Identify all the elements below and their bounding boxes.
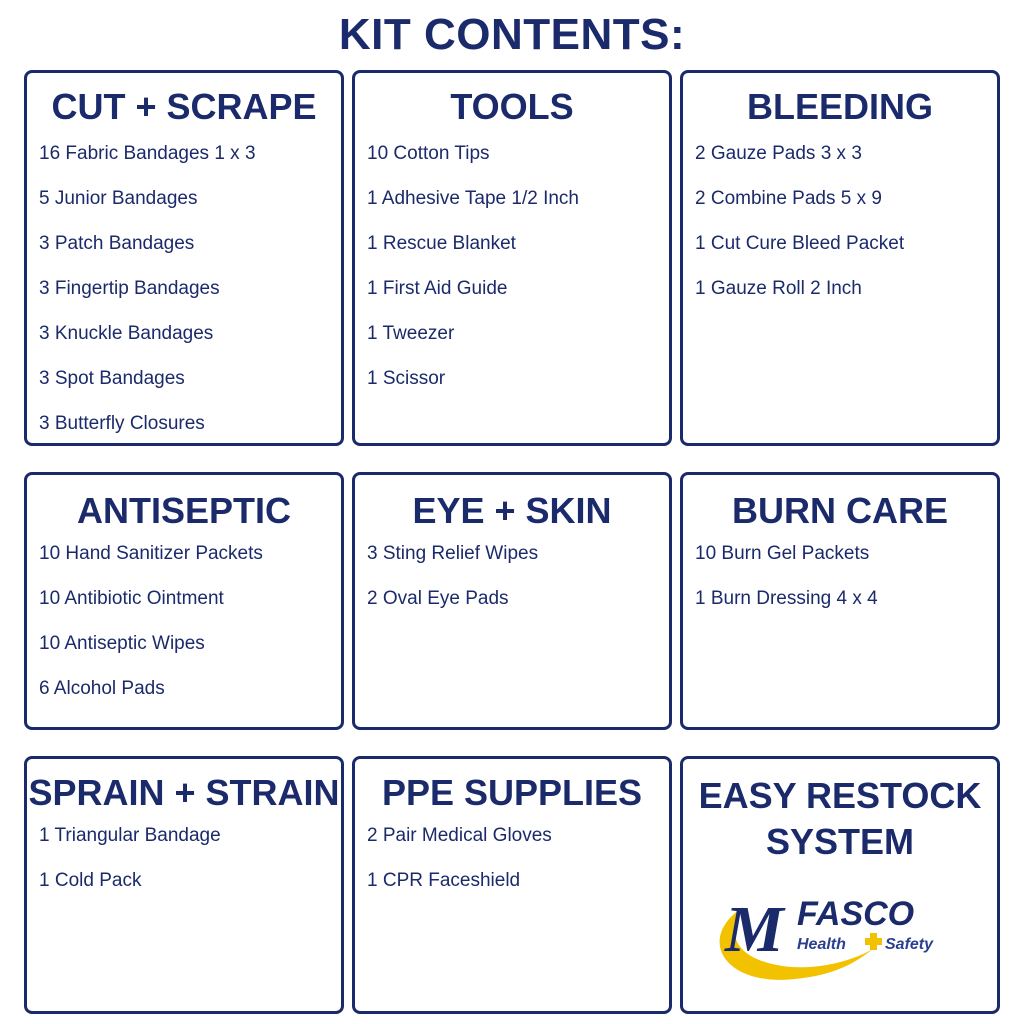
- plus-icon: [865, 933, 882, 950]
- list-item: 16 Fabric Bandages 1 x 3: [39, 143, 256, 164]
- list-item: 10 Hand Sanitizer Packets: [39, 543, 263, 564]
- card-burn-care: [680, 472, 1000, 730]
- logo-tagline-right: Safety: [885, 936, 934, 953]
- card-eye-skin: [352, 472, 672, 730]
- logo-tagline-left: Health: [797, 936, 846, 953]
- list-item: 5 Junior Bandages: [39, 188, 198, 209]
- item-list: [683, 531, 997, 621]
- card-ppe-supplies: [352, 756, 672, 1014]
- list-item: 1 Triangular Bandage: [39, 825, 221, 846]
- list-item: 3 Spot Bandages: [39, 368, 185, 389]
- card-title-burn-care: BURN CARE: [732, 490, 948, 531]
- item-list: [27, 131, 341, 446]
- mfasco-logo: [705, 879, 975, 989]
- card-title-easy-restock: EASY RESTOCK SYSTEM: [698, 775, 982, 862]
- card-antiseptic: [24, 472, 344, 730]
- list-item: 1 Tweezer: [367, 323, 455, 344]
- item-list: [683, 131, 997, 311]
- list-item: 10 Cotton Tips: [367, 143, 490, 164]
- list-item: 1 Scissor: [367, 368, 446, 389]
- card-title-eye-skin: EYE + SKIN: [412, 490, 612, 531]
- list-item: 1 Cut Cure Bleed Packet: [695, 233, 905, 254]
- list-item: 1 Gauze Roll 2 Inch: [695, 278, 862, 299]
- list-item: 2 Pair Medical Gloves: [367, 825, 552, 846]
- card-title-bleeding: BLEEDING: [746, 86, 933, 127]
- list-item: 2 Combine Pads 5 x 9: [695, 188, 882, 209]
- list-item: 1 Adhesive Tape 1/2 Inch: [367, 188, 579, 209]
- card-cut-scrape: [24, 70, 344, 446]
- list-item: 3 Knuckle Bandages: [39, 323, 214, 344]
- list-item: 3 Patch Bandages: [39, 233, 195, 254]
- list-item: 6 Alcohol Pads: [39, 678, 165, 699]
- list-item: 1 Rescue Blanket: [367, 233, 516, 254]
- list-item: 3 Butterfly Closures: [39, 413, 205, 434]
- list-item: 3 Sting Relief Wipes: [367, 543, 539, 564]
- card-tools: [352, 70, 672, 446]
- card-title-cut-scrape: CUT + SCRAPE: [51, 86, 317, 127]
- list-item: 1 CPR Faceshield: [367, 870, 521, 891]
- item-list: [27, 531, 341, 711]
- item-list: [27, 813, 341, 903]
- list-item: 2 Oval Eye Pads: [367, 588, 509, 609]
- card-title-sprain-strain: SPRAIN + STRAIN: [28, 772, 340, 813]
- list-item: 1 First Aid Guide: [367, 278, 508, 299]
- list-item: 1 Burn Dressing 4 x 4: [695, 588, 878, 609]
- list-item: 10 Antiseptic Wipes: [39, 633, 205, 654]
- card-bleeding: [680, 70, 1000, 446]
- list-item: 1 Cold Pack: [39, 870, 142, 891]
- logo-mark: M: [725, 893, 784, 966]
- item-list: [355, 531, 669, 621]
- card-title-antiseptic: ANTISEPTIC: [76, 490, 291, 531]
- logo-brand: FASCO: [797, 895, 915, 933]
- card-title-ppe-supplies: PPE SUPPLIES: [381, 772, 643, 813]
- list-item: 2 Gauze Pads 3 x 3: [695, 143, 862, 164]
- list-item: 10 Antibiotic Ointment: [39, 588, 224, 609]
- card-sprain-strain: [24, 756, 344, 1014]
- list-item: 3 Fingertip Bandages: [39, 278, 220, 299]
- page-title: KIT CONTENTS:: [338, 10, 686, 59]
- item-list: [355, 131, 669, 401]
- card-title-tools: TOOLS: [450, 86, 574, 127]
- item-list: [355, 813, 669, 903]
- list-item: 10 Burn Gel Packets: [695, 543, 870, 564]
- card-easy-restock: [680, 756, 1000, 1014]
